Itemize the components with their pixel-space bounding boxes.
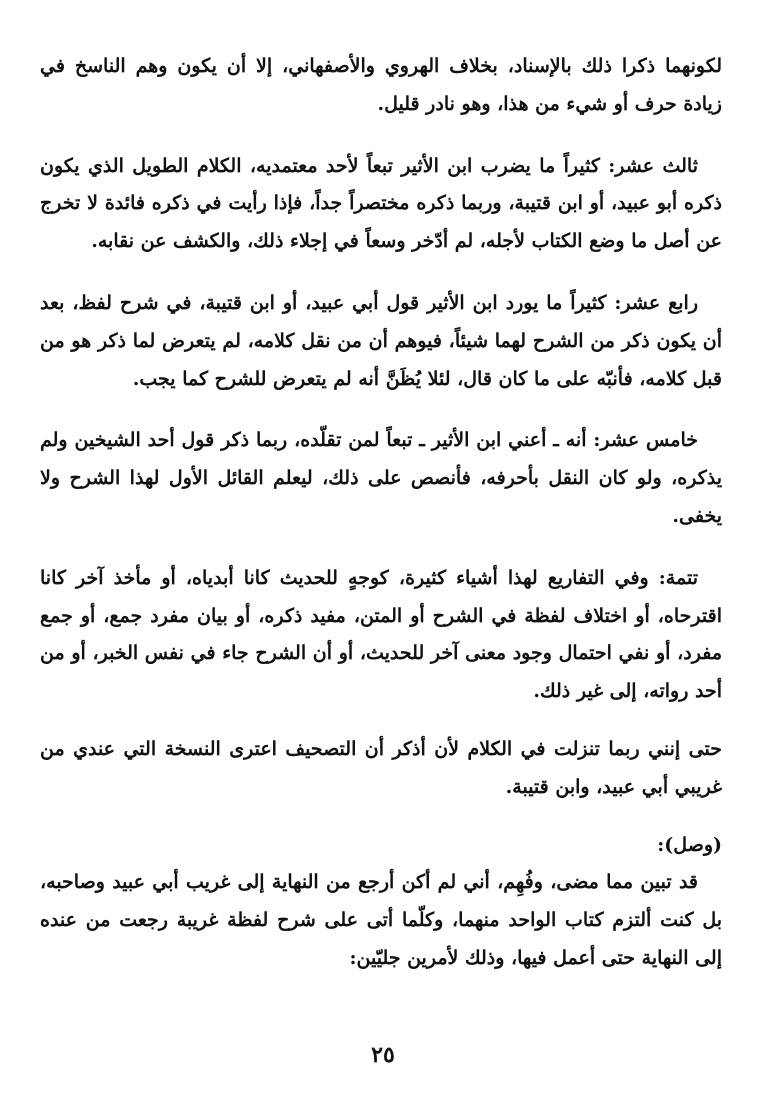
body-text [40, 48, 722, 978]
section-heading-wasl: (وصل): [657, 833, 722, 856]
paragraph-wasl-body: قد تبين مما مضى، وفُهِم، أني لم أكن أرجع من النهاية إلى غريب أبي عبيد وصاحبه، بل كنت ألتزم كتاب الواحد منهما، وكلّما أتى على شرح لفظة غريبة رجعت من عنده إلى النهاية حتى أعمل فيها، وذلك لأمرين جليّين: [40, 871, 722, 969]
paragraph-fifteenth: خامس عشر: أنه ـ أعني ابن الأثير ـ تبعاً لمن تقلّده، ربما ذكر قول أحد الشيخين ولم يذكره، ولو كان النقل بأحرفه، فأنصص على ذلك، ليعلم القائل الأول لهذا الشرح ولا يخفى. [40, 429, 722, 527]
paragraph-fourteenth: رابع عشر: كثيراً ما يورد ابن الأثير قول أبي عبيد، أو ابن قتيبة، في شرح لفظ، بعد أن يكون ذكر من الشرح لهما شيئاً، فيوهم أن من نقل كلامه، لم يتعرض لما ذكر هو من قبل كلامه، فأنبّه على ما كان قال، لئلا يُظَنَّ أنه لم يتعرض للشرح كما يجب. [40, 291, 722, 390]
page-number: ٢٥ [371, 1042, 395, 1068]
paragraph-thirteenth: ثالث عشر: كثيراً ما يضرب ابن الأثير تبعاً لأحد معتمديه، الكلام الطويل الذي يكون ذكره أبو عبيد، أو ابن قتيبة، وربما ذكره مختصراً جداً، فإذا رأيت في ذكره فائدة لا تخرج عن أصل ما وضع الكتاب لأجله، لم أدّخر وسعاً في إجلاء ذلك، والكشف عن نقابه. [40, 154, 722, 253]
paragraph-tasheef-note: حتى إنني ربما تنزلت في الكلام لأن أذكر أن التصحيف اعترى النسخة التي عندي من غريبي أبي عبيد، وابن قتيبة. [40, 737, 722, 798]
paragraph-supplement: تتمة: وفي التفاريع لهذا أشياء كثيرة، كوجهٍ للحديث كانا أبدياه، أو مأخذ آخر كانا اقترحاه، أو اختلاف لفظة في الشرح أو المتن، مفيد ذكره، أو بيان مفرد جمع، أو جمع مفرد، أو نفي احتمال وجود معنى آخر للحديث، أو أن الشرح جاء في نفس الخبر، أو من أحد رواته، إلى غير ذلك. [40, 566, 722, 703]
paragraph-continuation: لكونهما ذكرا ذلك بالإسناد، بخلاف الهروي والأصفهاني، إلا أن يكون وهم الناسخ في زيادة حرف أو شيء من هذا، وهو نادر قليل. [40, 55, 722, 115]
